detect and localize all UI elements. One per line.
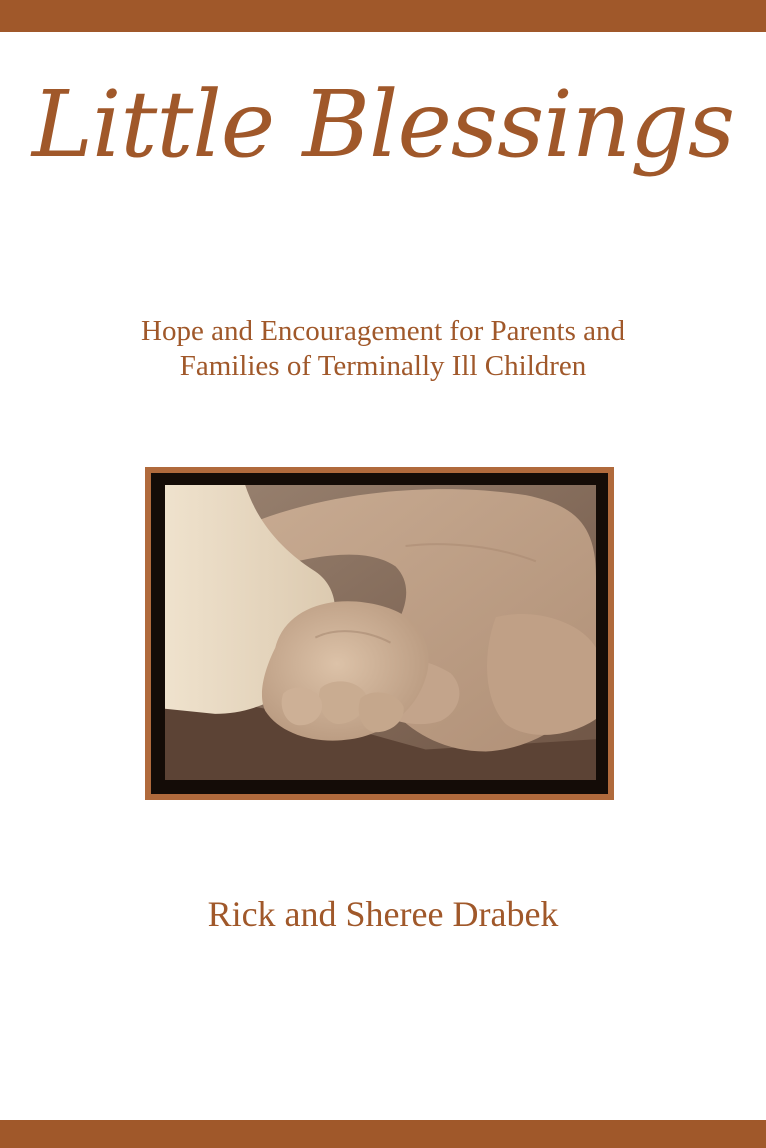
baby-hand-photo bbox=[165, 485, 596, 780]
cover-photo-frame bbox=[145, 467, 614, 800]
subtitle-line-1: Hope and Encouragement for Parents and bbox=[141, 315, 625, 347]
book-title: Little Blessings bbox=[31, 71, 735, 178]
cover-photo-border bbox=[151, 473, 608, 794]
book-subtitle bbox=[0, 314, 766, 385]
author-name: Rick and Sheree Drabek bbox=[207, 894, 559, 934]
subtitle-line-2: Families of Terminally Ill Children bbox=[179, 350, 587, 383]
bottom-color-band bbox=[0, 1120, 766, 1148]
top-color-band bbox=[0, 0, 766, 32]
